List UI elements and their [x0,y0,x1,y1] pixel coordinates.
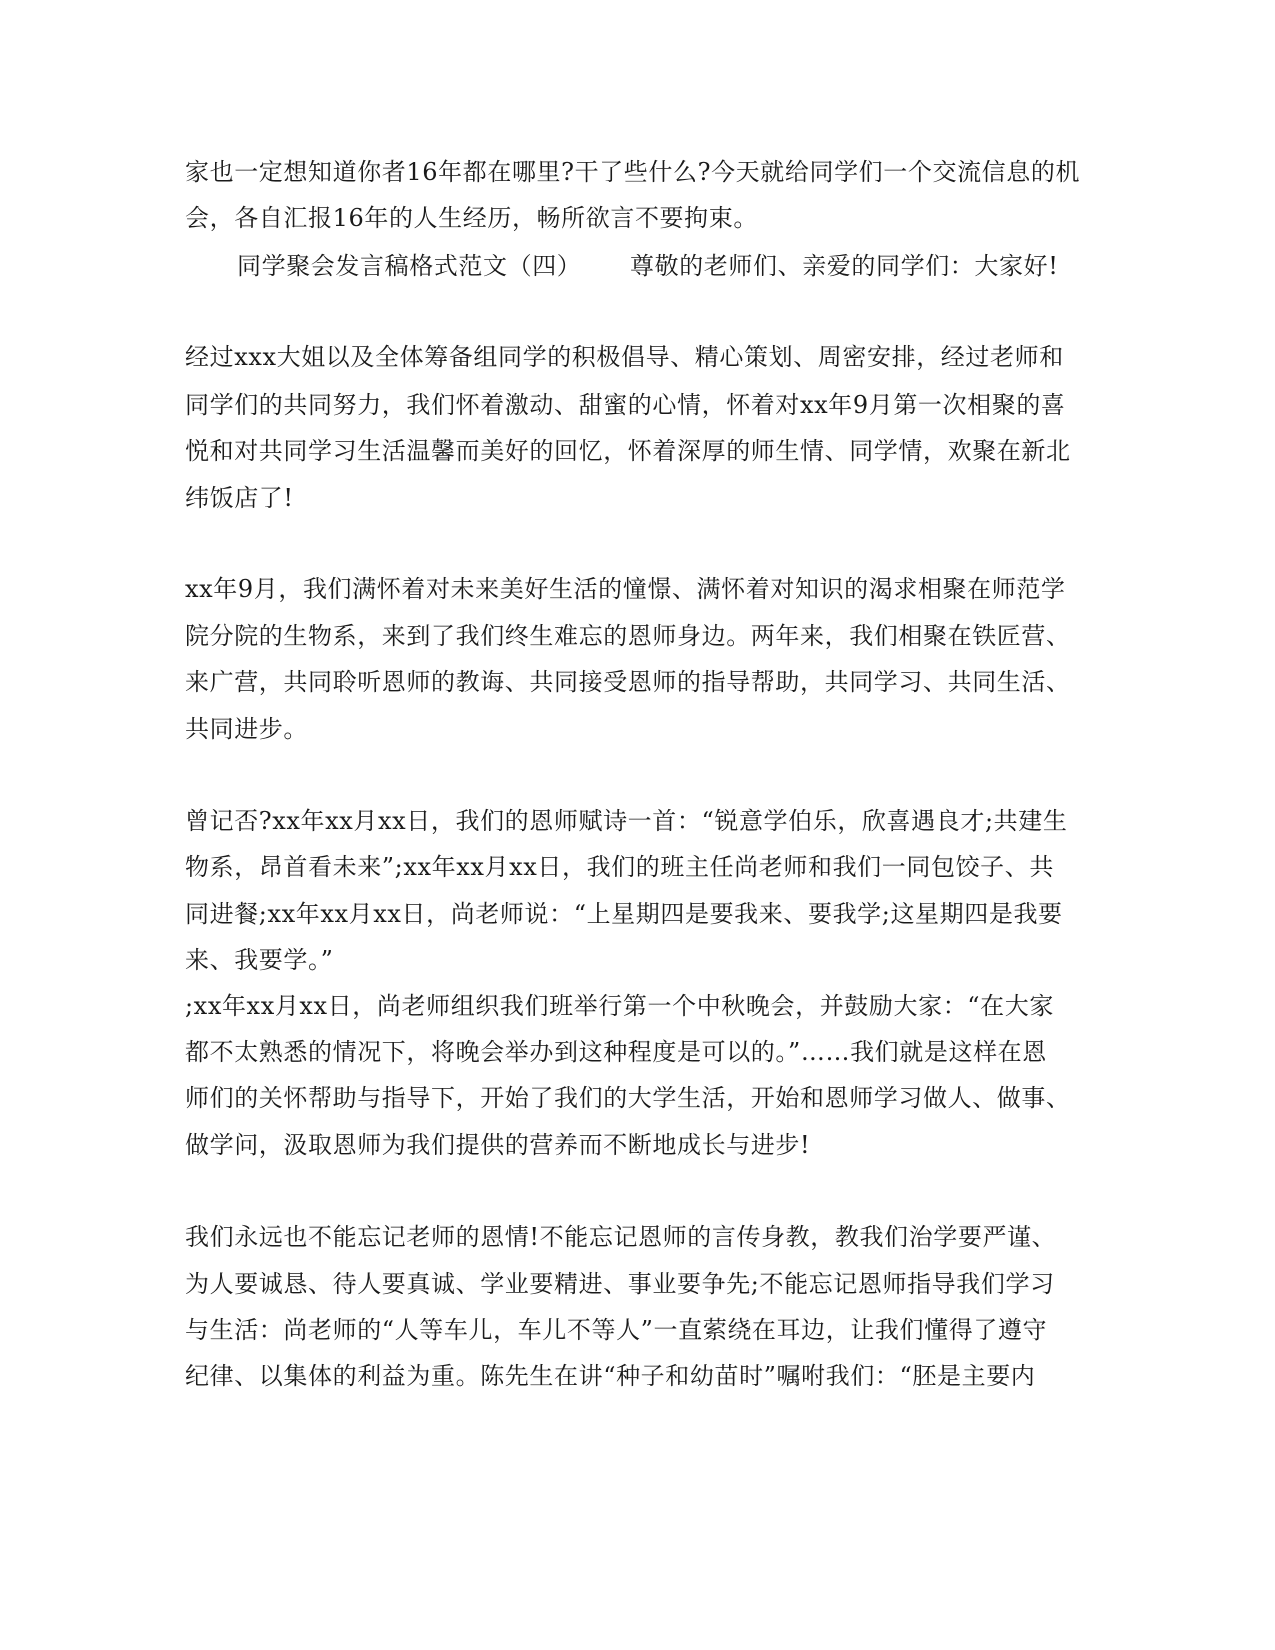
text-line: 曾记否?xx年xx月xx日，我们的恩师赋诗一首：“锐意学伯乐，欣喜遇良才;共建生 [185,807,1068,835]
text-line: 悦和对共同学习生活温馨而美好的回忆，怀着深厚的师生情、同学情，欢聚在新北 [185,437,1071,465]
text-line: 为人要诚恳、待人要真诚、学业要精进、事业要争先;不能忘记恩师指导我们学习 [185,1270,1055,1298]
text-line: 院分院的生物系，来到了我们终生难忘的恩师身边。两年来，我们相聚在铁匠营、 [185,622,1071,650]
text-line: ;xx年xx月xx日，尚老师组织我们班举行第一个中秋晚会，并鼓励大家：“在大家 [185,992,1054,1020]
text-line: 做学问，汲取恩师为我们提供的营养而不断地成长与进步! [185,1131,811,1159]
text-line: 物系，昂首看未来”;xx年xx月xx日，我们的班主任尚老师和我们一同包饺子、共 [185,853,1054,881]
text-line: 来广营，共同聆听恩师的教诲、共同接受恩师的指导帮助，共同学习、共同生活、 [185,668,1071,696]
text-line: 同进餐;xx年xx月xx日，尚老师说：“上星期四是要我来、要我学;这星期四是我要 [185,900,1063,928]
text-line: 共同进步。 [185,715,308,743]
text-line: xx年9月，我们满怀着对未来美好生活的憧憬、满怀着对知识的渴求相聚在师范学 [185,575,1066,603]
text-line: 与生活：尚老师的“人等车儿，车儿不等人”一直萦绕在耳边，让我们懂得了遵守 [185,1316,1048,1344]
text-line: 纪律、以集体的利益为重。陈先生在讲“种子和幼苗时”嘱咐我们：“胚是主要内 [185,1362,1036,1390]
section-title: 同学聚会发言稿格式范文（四） [237,252,582,280]
greeting: 尊敬的老师们、亲爱的同学们：大家好! [630,252,1059,280]
text-line: 会，各自汇报16年的人生经历，畅所欲言不要拘束。 [185,204,758,232]
text-line: 家也一定想知道你者16年都在哪里?干了些什么?今天就给同学们一个交流信息的机 [185,158,1081,186]
text-line: 经过xxx大姐以及全体筹备组同学的积极倡导、精心策划、周密安排，经过老师和 [185,343,1064,371]
text-line: 师们的关怀帮助与指导下，开始了我们的大学生活，开始和恩师学习做人、做事、 [185,1084,1071,1112]
text-line: 来、我要学。” [185,946,334,974]
text-line: 都不太熟悉的情况下，将晚会举办到这种程度是可以的。”……我们就是这样在恩 [185,1038,1047,1066]
text-line: 纬饭店了! [185,484,294,512]
text-line: 我们永远也不能忘记老师的恩情!不能忘记恩师的言传身教，教我们治学要严谨、 [185,1223,1057,1251]
text-line: 同学们的共同努力，我们怀着激动、甜蜜的心情，怀着对xx年9月第一次相聚的喜 [185,391,1066,419]
